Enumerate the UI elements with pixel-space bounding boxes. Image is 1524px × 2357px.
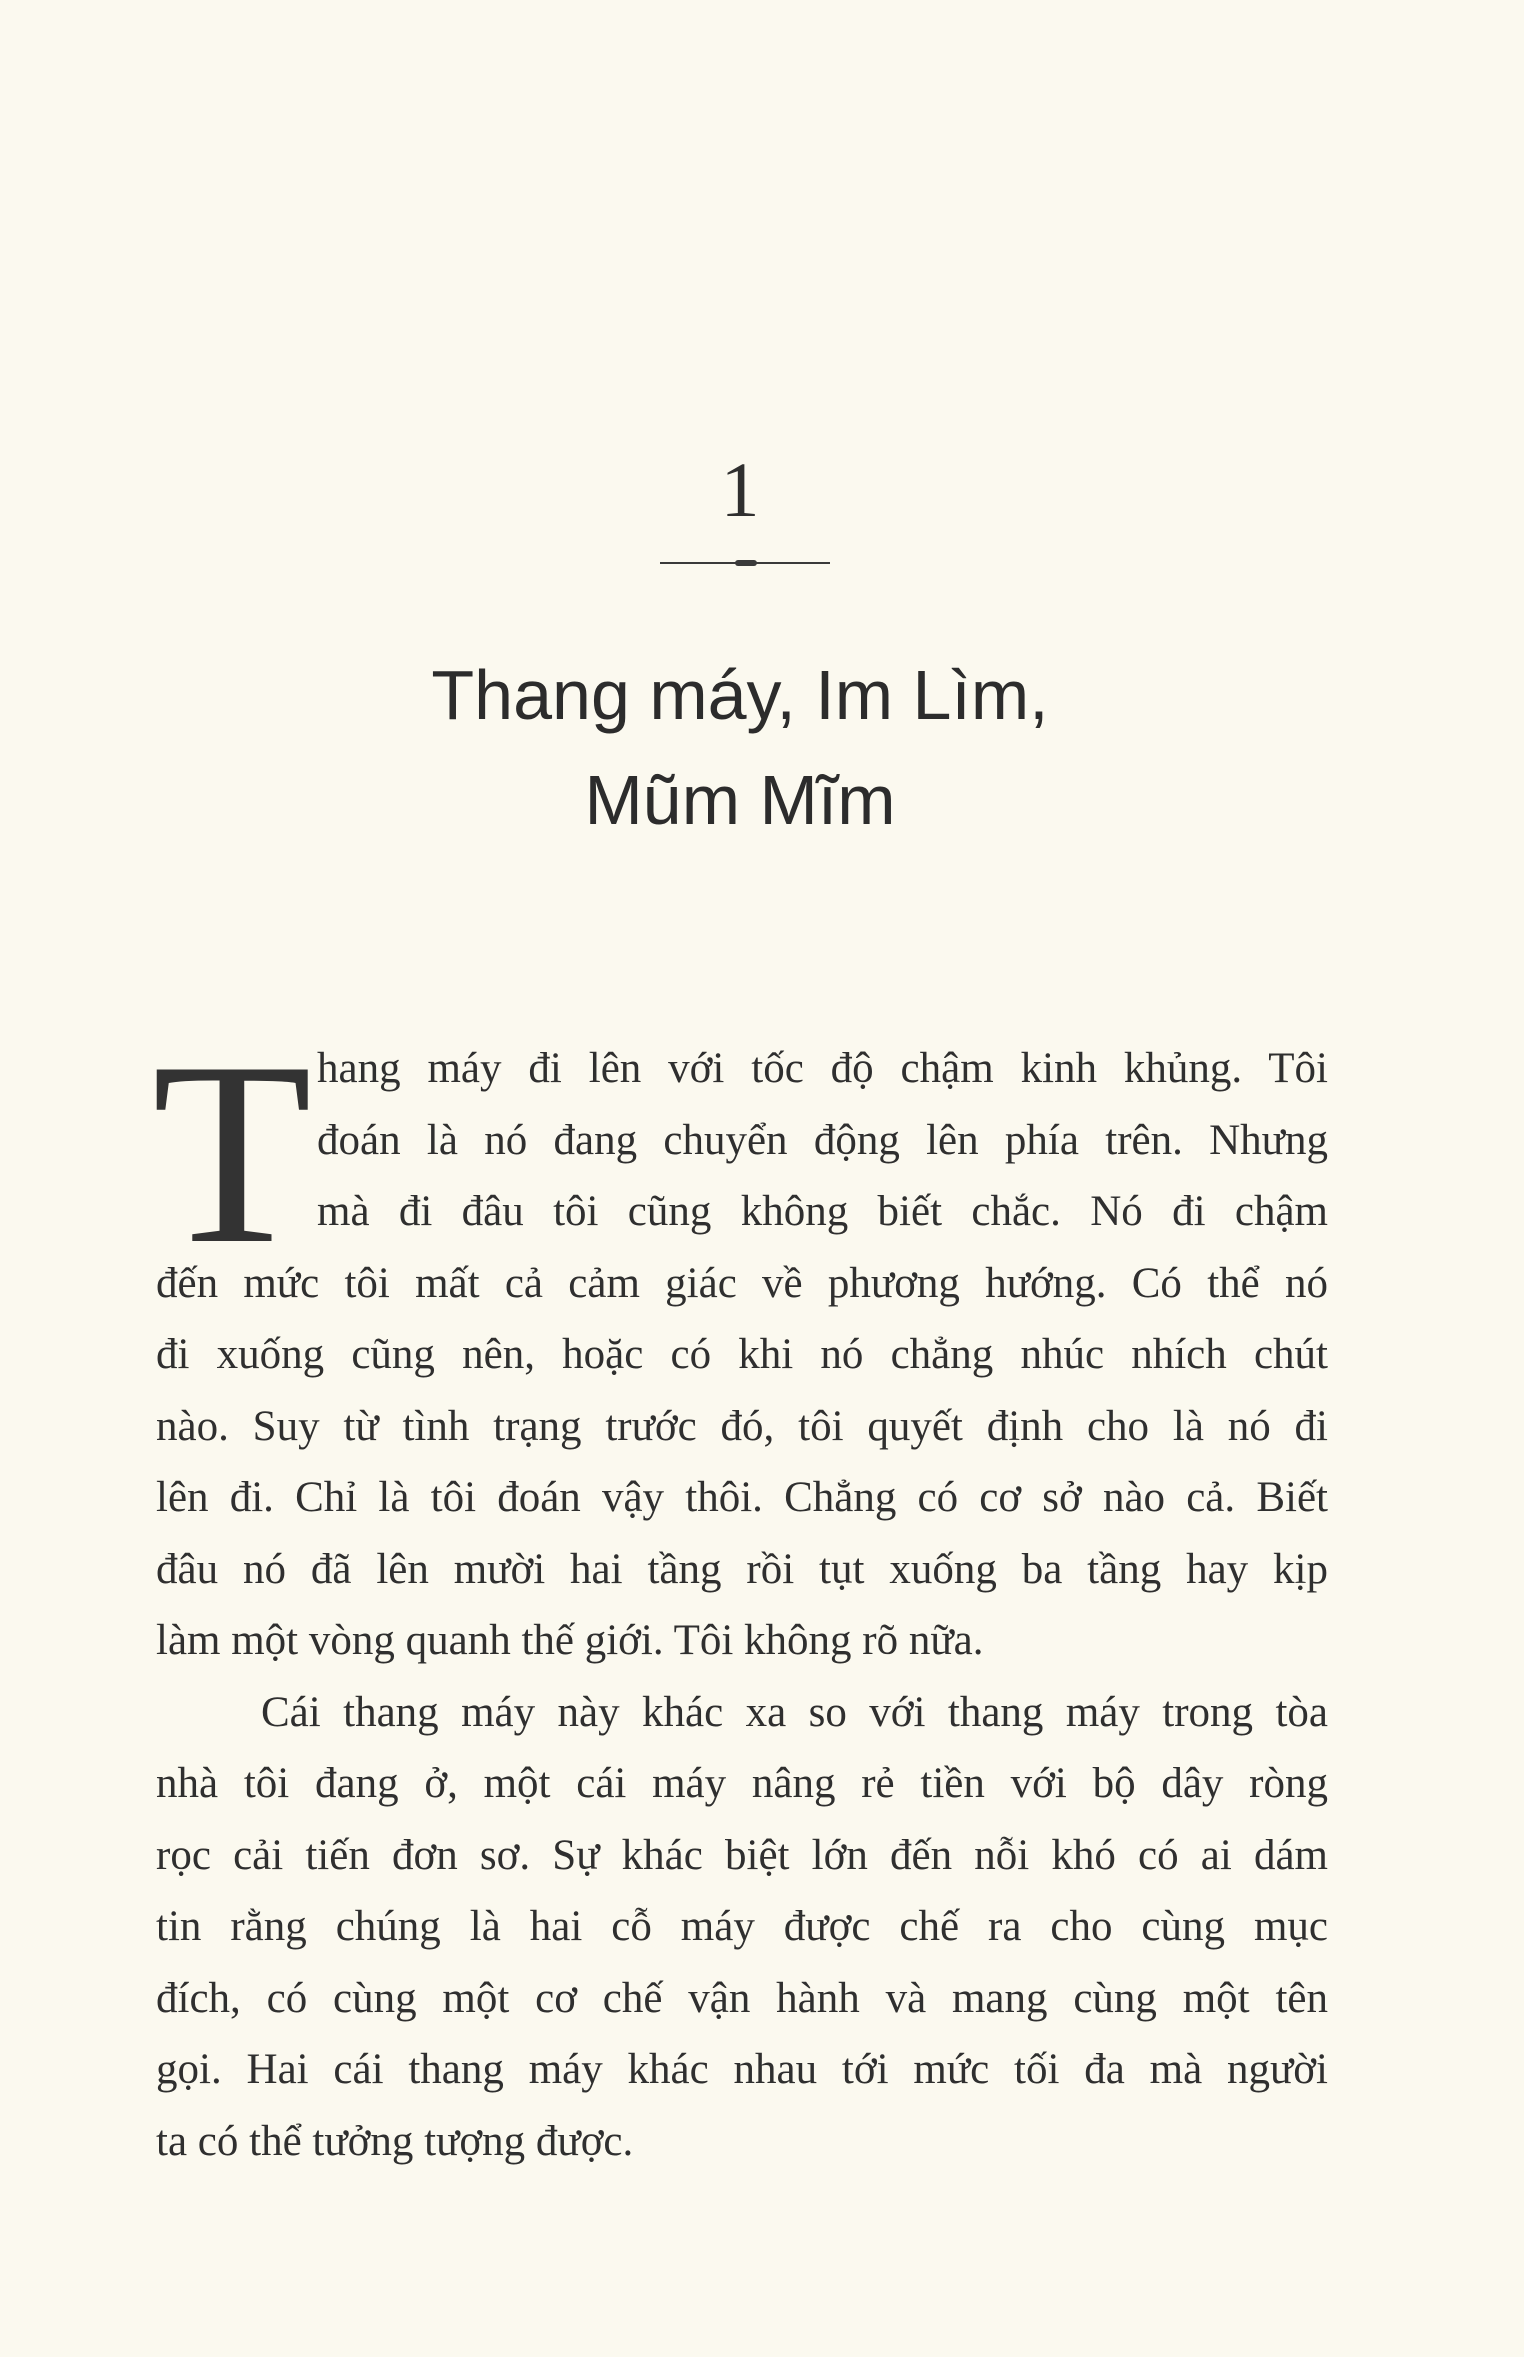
chapter-number: 1 bbox=[720, 446, 760, 533]
text-line: ta có thể tưởng tượng được. bbox=[156, 2117, 634, 2165]
text-line: Cái thang máy này khác xa so với thang máy trong tòa bbox=[261, 1688, 1328, 1736]
text-line: gọi. Hai cái thang máy khác nhau tới mức tối đa mà người bbox=[156, 2046, 1328, 2093]
paragraph-1 bbox=[156, 1033, 1328, 1677]
chapter-ornament-divider bbox=[660, 561, 830, 565]
text-line: lên đi. Chỉ là tôi đoán vậy thôi. Chẳng có cơ sở nào cả. Biết bbox=[156, 1474, 1328, 1521]
text-line: hang máy đi lên với tốc độ chậm kinh khủng. Tôi bbox=[317, 1045, 1328, 1092]
text-line: mà đi đâu tôi cũng không biết chắc. Nó đi chậm bbox=[317, 1188, 1328, 1235]
text-line: đến mức tôi mất cả cảm giác về phương hướng. Có thể nó bbox=[156, 1259, 1328, 1307]
text-line: đâu nó đã lên mười hai tầng rồi tụt xuống ba tầng hay kịp bbox=[156, 1545, 1328, 1593]
chapter-body bbox=[152, 1008, 1328, 2177]
ornament-center bbox=[735, 560, 757, 566]
text-line: nào. Suy từ tình trạng trước đó, tôi quyết định cho là nó đi bbox=[156, 1402, 1328, 1450]
chapter-title-line-1: Thang máy, Im Lìm, bbox=[431, 656, 1049, 734]
chapter-title-line-2: Mũm Mĩm bbox=[584, 761, 896, 839]
text-line: rọc cải tiến đơn sơ. Sự khác biệt lớn đến nỗi khó có ai dám bbox=[156, 1831, 1328, 1879]
drop-cap: T bbox=[152, 1008, 313, 1298]
paragraph-2 bbox=[156, 1677, 1328, 2178]
text-line: tin rằng chúng là hai cỗ máy được chế ra cho cùng mục bbox=[156, 1903, 1328, 1950]
text-line: đích, có cùng một cơ chế vận hành và mang cùng một tên bbox=[156, 1974, 1328, 2022]
text-line: đoán là nó đang chuyển động lên phía trên. Nhưng bbox=[317, 1116, 1328, 1164]
text-line: đi xuống cũng nên, hoặc có khi nó chẳng nhúc nhích chút bbox=[156, 1331, 1328, 1378]
text-line: làm một vòng quanh thế giới. Tôi không rõ nữa. bbox=[156, 1617, 984, 1664]
text-line: nhà tôi đang ở, một cái máy nâng rẻ tiền với bộ dây ròng bbox=[156, 1760, 1328, 1807]
